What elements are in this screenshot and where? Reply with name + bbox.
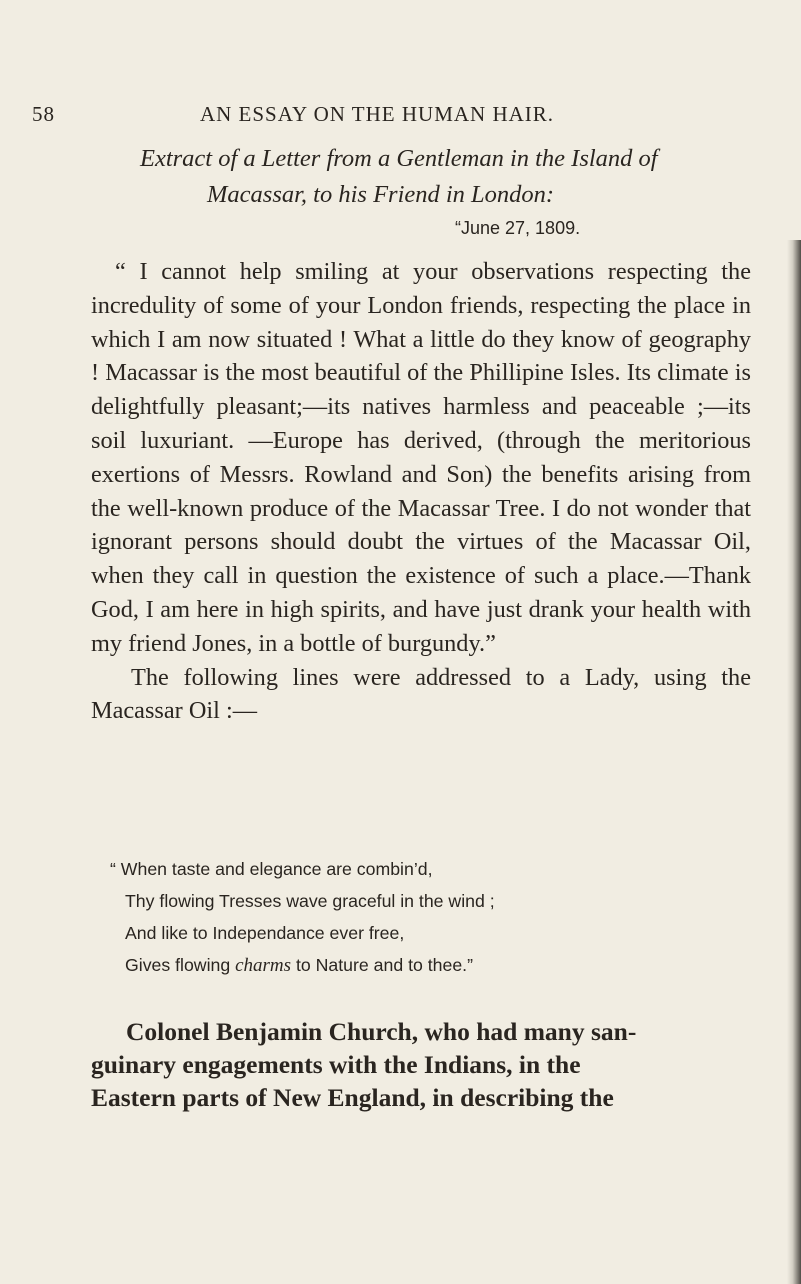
letter-dateline: “June 27, 1809. bbox=[455, 218, 581, 238]
running-header bbox=[32, 102, 722, 128]
closing-line-3: Eastern parts of New England, in describing the bbox=[91, 1083, 614, 1112]
poem-line-4 bbox=[110, 949, 760, 982]
poem-introduction: The following lines were addressed to a Lady, using the Macassar Oil :— bbox=[91, 663, 751, 725]
title-line-2: Macassar, to his Friend in London: bbox=[207, 181, 555, 208]
poem-line-4-end: to Nature and to thee.” bbox=[291, 955, 473, 975]
running-title: AN ESSAY ON THE HUMAN HAIR. bbox=[199, 102, 555, 126]
letter-paragraph: “ I cannot help smiling at your observations respecting the incredulity of some of your London friends, respecting the place in which I am now situated ! What a little do they know of geography ! Macassar is the most beautiful of the Phillipine Isles. Its climate is delightfully pleasant;—its natives harmless and peaceable ;—its soil luxuriant. —Europe has derived, (through the meritorious exertions of Messrs. Rowland and Son) the benefits arising from the well-known produce of the Macassar Tree. I do not wonder that ignorant persons should doubt the virtues of the Macassar Oil, when they call in question the existence of such a place.—Thank God, I am here in high spirits, and have just drank your health with my friend Jones, in a bottle of burgundy.” bbox=[91, 258, 751, 657]
page-edge-shadow bbox=[787, 240, 801, 1284]
page-number: 58 bbox=[32, 102, 55, 126]
letter-body bbox=[91, 255, 751, 728]
poem-line-1: “ When taste and elegance are combin’d, bbox=[110, 859, 433, 879]
poem-line-2: Thy flowing Tresses wave graceful in the wind ; bbox=[125, 891, 495, 911]
poem-line-4-start: Gives flowing bbox=[125, 955, 236, 975]
closing-line-2: guinary engagements with the Indians, in the bbox=[91, 1050, 581, 1079]
closing-line-1: Colonel Benjamin Church, who had many san- bbox=[126, 1017, 637, 1046]
closing-paragraph bbox=[91, 1015, 751, 1114]
poem-line-4-italic: charms bbox=[235, 955, 292, 976]
title-line-1: Extract of a Letter from a Gentleman in the Island of bbox=[140, 145, 658, 172]
extract-title bbox=[140, 141, 740, 213]
poem bbox=[110, 853, 760, 982]
poem-line-3: And like to Independance ever free, bbox=[125, 923, 405, 943]
